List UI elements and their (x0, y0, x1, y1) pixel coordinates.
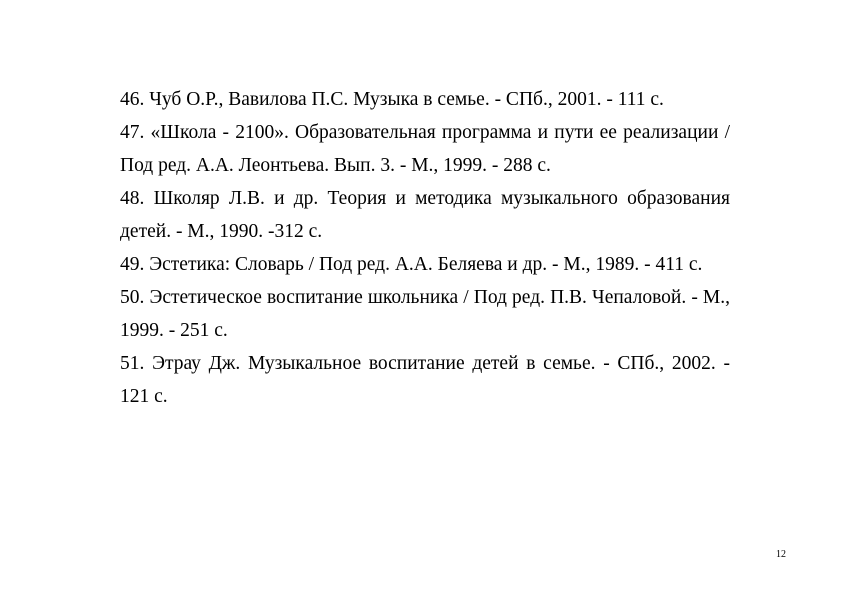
page-number: 12 (776, 549, 786, 560)
reference-item-47: 47. «Школа - 2100». Образовательная программа и пути ее реализации / Под ред. А.А. Леонтьева. Вып. 3. - М., 1999. - 288 с. (120, 122, 730, 176)
reference-item-48: 48. Школяр Л.В. и др. Теория и методика музыкального образования детей. - М., 1990. -312 с. (120, 188, 730, 242)
reference-list (120, 83, 730, 413)
reference-item-51: 51. Этрау Дж. Музыкальное воспитание детей в семье. - СПб., 2002. - 121 с. (120, 353, 730, 407)
reference-item-50: 50. Эстетическое воспитание школьника / Под ред. П.В. Чепаловой. - М., 1999. - 251 с. (120, 287, 730, 341)
reference-item-49: 49. Эстетика: Словарь / Под ред. А.А. Беляева и др. - М., 1989. - 411 с. (120, 254, 703, 275)
reference-item-46: 46. Чуб О.Р., Вавилова П.С. Музыка в семье. - СПб., 2001. - 111 с. (120, 89, 664, 110)
